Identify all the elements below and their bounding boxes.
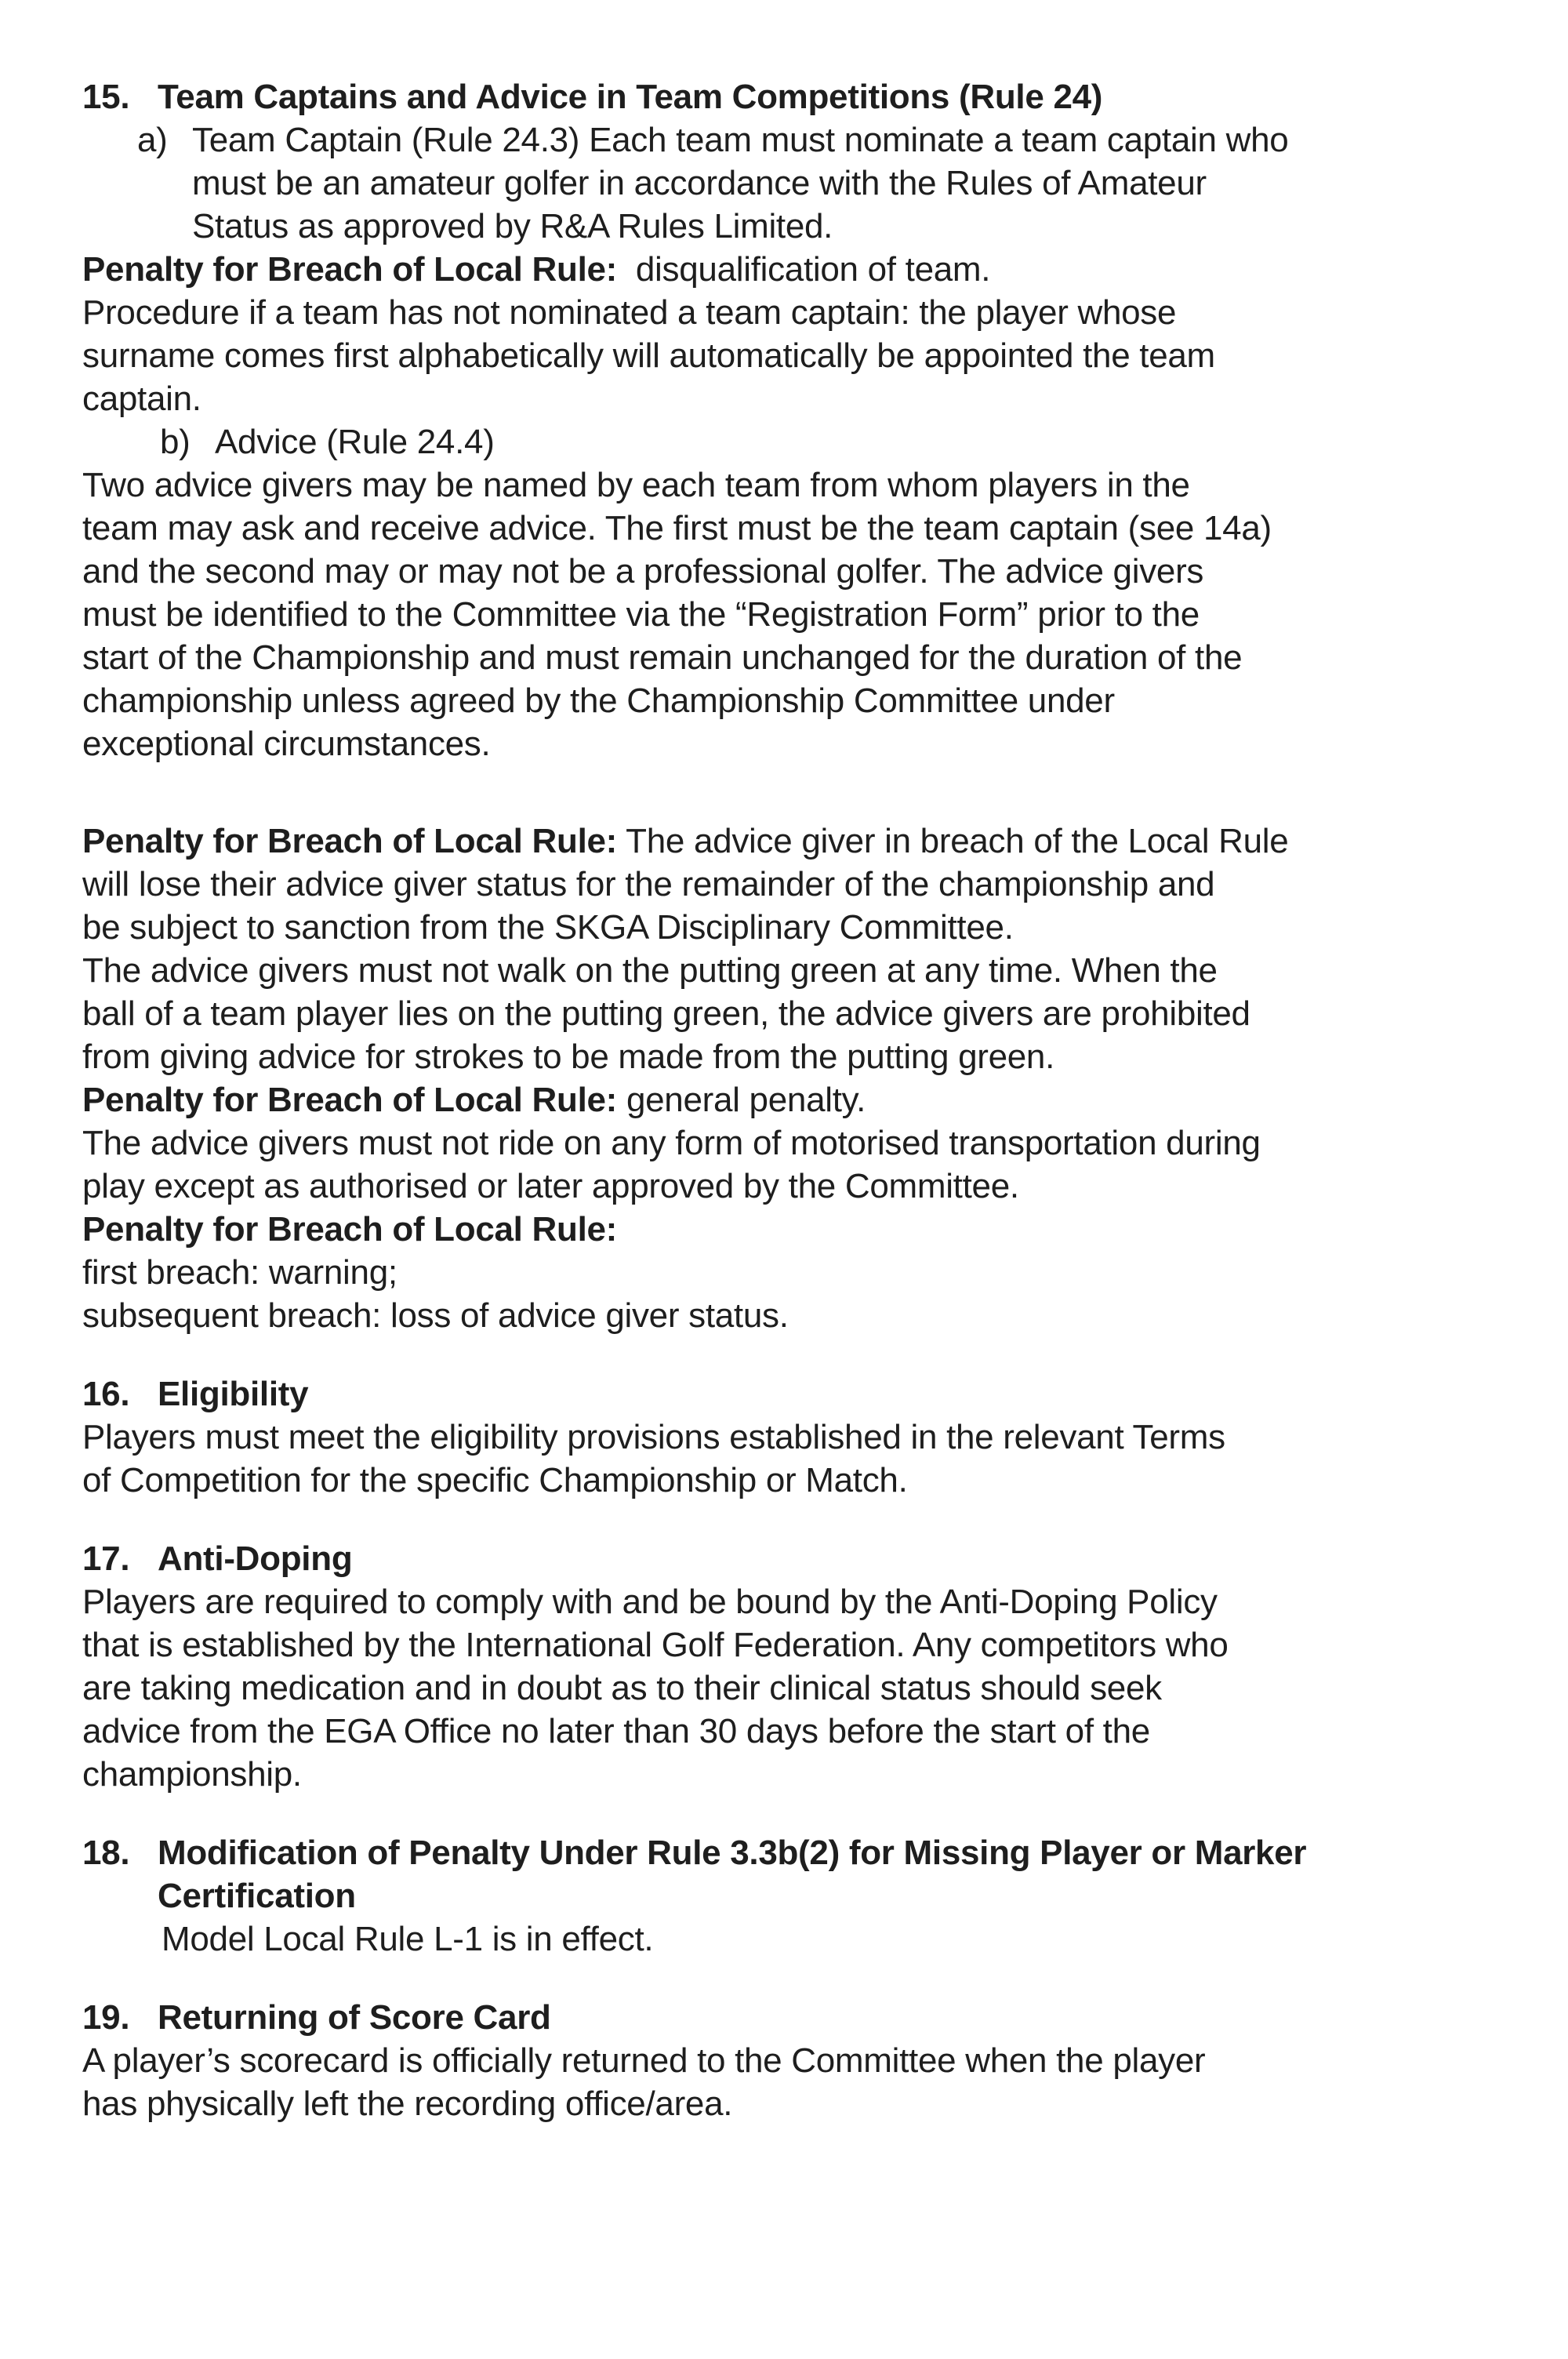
text-line: exceptional circumstances. [82,725,491,763]
penalty-paragraph [82,1078,1497,1121]
paragraph [82,2039,1497,2125]
penalty-paragraph [82,248,1497,291]
list-marker: b) [160,423,191,461]
heading-title: Anti-Doping [158,1539,353,1578]
penalty-text: general penalty. [617,1081,866,1119]
penalty-label: Penalty for Breach of Local Rule: [82,1081,618,1119]
text-line: Two advice givers may be named by each team from whom players in the [82,466,1190,504]
section-heading [82,1537,1497,1580]
paragraph [82,1251,1497,1337]
heading-title: Returning of Score Card [158,1998,551,2037]
text-line: championship. [82,1755,302,1794]
section-15 [82,75,1497,1337]
text-line: must be identified to the Committee via the “Registration Form” prior to the [82,595,1200,634]
text-line: will lose their advice giver status for the remainder of the championship and [82,865,1215,903]
text-line: start of the Championship and must remain unchanged for the duration of the [82,638,1243,677]
text-line: A player’s scorecard is officially returned to the Committee when the player [82,2041,1206,2080]
paragraph [82,463,1497,765]
text-line: captain. [82,380,201,418]
section-18 [82,1831,1497,1961]
text-line: Advice (Rule 24.4) [215,423,495,461]
penalty-text: The advice giver in breach of the Local Rule [617,822,1289,860]
text-line: Model Local Rule L-1 is in effect. [162,1920,654,1958]
penalty-label: Penalty for Breach of Local Rule: [82,822,618,860]
penalty-text: disqualification of team. [617,250,991,289]
penalty-paragraph [82,820,1497,949]
text-line: play except as authorised or later approved by the Committee. [82,1167,1019,1205]
heading-number: 17. [82,1539,130,1578]
paragraph [82,291,1497,420]
section-heading [82,1996,1497,2039]
text-line [82,248,1497,291]
heading-title: Team Captains and Advice in Team Competitions (Rule 24) [158,78,1103,116]
text-line: Players must meet the eligibility provisions established in the relevant Terms [82,1418,1225,1456]
heading-number: 18. [82,1834,130,1872]
penalty-label: Penalty for Breach of Local Rule: [82,250,618,289]
text-line: subsequent breach: loss of advice giver status. [82,1296,789,1335]
paragraph [82,1121,1497,1208]
text-line: must be an amateur golfer in accordance with the Rules of Amateur [192,164,1207,202]
text-line: championship unless agreed by the Championship Committee under [82,682,1115,720]
text-line: Players are required to comply with and be bound by the Anti-Doping Policy [82,1583,1218,1621]
heading-title: Modification of Penalty Under Rule 3.3b(2) for Missing Player or Marker [158,1834,1307,1872]
heading-number: 19. [82,1998,130,2037]
text-line: ball of a team player lies on the putting green, the advice givers are prohibited [82,994,1250,1033]
text-line [82,1078,1497,1121]
heading-number: 16. [82,1375,130,1413]
text-line: of Competition for the specific Championship or Match. [82,1461,908,1499]
text-line: from giving advice for strokes to be made from the putting green. [82,1038,1055,1076]
text-line: surname comes first alphabetically will automatically be appointed the team [82,336,1215,375]
text-line: advice from the EGA Office no later than 30 days before the start of the [82,1712,1150,1750]
heading-title-line-2: Certification [158,1877,356,1915]
text-line: Team Captain (Rule 24.3) Each team must nominate a team captain who [192,121,1289,159]
text-line: and the second may or may not be a professional golfer. The advice givers [82,552,1204,591]
section-heading [82,75,1497,118]
text-line: has physically left the recording office/area. [82,2085,733,2123]
paragraph [82,1416,1497,1502]
text-line: Status as approved by R&A Rules Limited. [192,207,833,245]
list-item-a [82,118,1497,248]
section-16 [82,1372,1497,1502]
text-line: that is established by the International Golf Federation. Any competitors who [82,1626,1229,1664]
text-line: are taking medication and in doubt as to their clinical status should seek [82,1669,1162,1707]
section-17 [82,1537,1497,1796]
text-line: The advice givers must not ride on any form of motorised transportation during [82,1124,1261,1162]
paragraph [162,1917,1497,1961]
penalty-paragraph [82,1208,1497,1251]
paragraph [82,949,1497,1078]
text-line [82,1208,1497,1251]
paragraph [82,1580,1497,1796]
section-19 [82,1996,1497,2125]
list-item-b [82,420,1497,463]
text-line [82,820,1497,863]
penalty-label: Penalty for Breach of Local Rule: [82,1210,618,1249]
text-line: first breach: warning; [82,1253,397,1292]
list-marker: a) [137,121,168,159]
section-heading [82,1372,1497,1416]
text-line: be subject to sanction from the SKGA Disciplinary Committee. [82,908,1014,947]
text-line: The advice givers must not walk on the putting green at any time. When the [82,951,1218,990]
section-heading [82,1831,1497,1917]
heading-number: 15. [82,78,130,116]
heading-title: Eligibility [158,1375,309,1413]
text-line: Procedure if a team has not nominated a team captain: the player whose [82,293,1177,332]
text-line: team may ask and receive advice. The first must be the team captain (see 14a) [82,509,1272,547]
